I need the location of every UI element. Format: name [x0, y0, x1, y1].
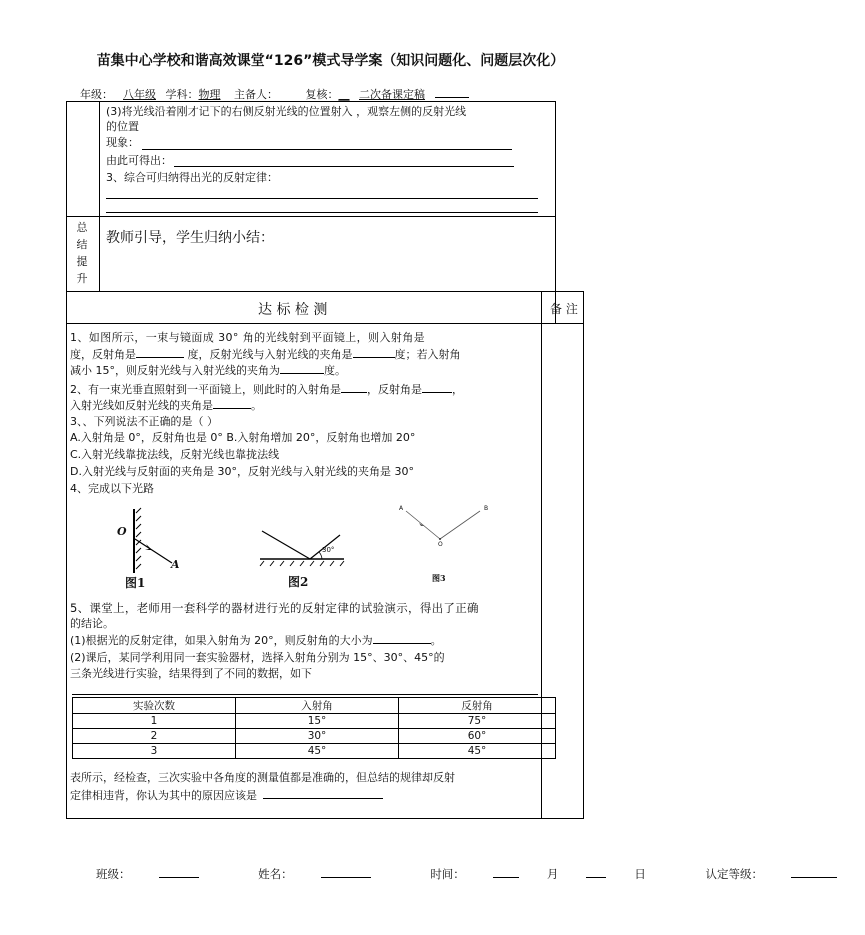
meta-row: [80, 86, 479, 102]
assessment-title: 达 标 检 测: [258, 302, 328, 318]
second-prep: 二次备课定稿: [359, 88, 425, 101]
subject-value: 物理: [198, 88, 221, 101]
table-cell: 1: [73, 714, 236, 729]
q5-line2: 的结论。: [70, 617, 114, 630]
footer-name: 姓名：: [258, 866, 399, 882]
results-table: [72, 697, 556, 759]
table-row: [73, 729, 556, 744]
q1-line1: 1、如图所示，一束与镜面成 30° 角的光线射到平面镜上，则入射角是: [70, 331, 426, 344]
frame-top: [66, 101, 555, 102]
q5-part1: (1)根据光的反射定律，如果入射角为 20°，则反射角的大小为 。: [70, 634, 442, 647]
header-trial: 实验次数: [73, 698, 236, 714]
q1-line3: 减小 15°，则反射光线与入射光线的夹角为 度。: [70, 364, 346, 377]
item3-blank-1: [106, 198, 538, 199]
figure-1-caption: 图1: [125, 576, 146, 590]
table-cell: 3: [73, 744, 236, 759]
header-reflection: 反射角: [399, 698, 556, 714]
table-row: [73, 744, 556, 759]
footer-rating: 认定等级：: [705, 866, 865, 882]
frame-bottom: [66, 818, 584, 819]
q2-line1: 2、有一束光垂直照射到一平面镜上，则此时的入射角是 ，反射角是 ，: [70, 383, 463, 396]
q1-line2: 度，反射角是 度，反射光线与入射光线的夹角是 度；若入射角: [70, 348, 461, 361]
summary-side-2: 结: [76, 238, 88, 251]
table-cell: 45°: [236, 744, 399, 759]
summary-side-3: 提: [76, 255, 88, 268]
fig3-b-label: B: [484, 505, 489, 512]
table-cell: 75°: [399, 714, 556, 729]
fig3-o-label: O: [438, 541, 443, 548]
q3-option-ab: A.入射角是 0°，反射角也是 0° B.入射角增加 20°，反射角也增加 20°: [70, 431, 416, 444]
q3-option-c: C.入射光线靠拢法线，反射光线也靠拢法线: [70, 448, 280, 461]
q5-part2-line2: 三条光线进行实验，结果得到了不同的数据，如下: [70, 667, 312, 680]
review-value: __: [338, 88, 350, 101]
q2-line2: 入射光线如反射光线的夹角是 。: [70, 399, 262, 412]
summary-side-1: 总: [76, 221, 88, 234]
summary-text: 教师引导，学生归纳小结：: [106, 230, 274, 246]
frame-right-lower: [583, 291, 584, 818]
q3: 3、、下列说法不正确的是（ ）: [70, 415, 218, 428]
page-title: 苗集中心学校和谐高效课堂“126”模式导学案（知识问题化、问题层次化）: [96, 53, 565, 69]
footer: [96, 866, 865, 882]
fig3-a-label: A: [399, 505, 404, 512]
q5-rule: [72, 694, 538, 695]
notes-label: 备 注: [550, 302, 578, 316]
grade-label: 年级：: [80, 88, 113, 101]
phenomenon-blank: [142, 149, 512, 150]
fig1-a-label: A: [171, 558, 180, 571]
grade-value: 八年级: [123, 88, 156, 101]
item3: 3、综合可归纳得出光的反射定律：: [106, 171, 278, 184]
frame-right: [555, 101, 556, 323]
after-table-line1: 表所示，经检查，三次实验中各角度的测量值都是准确的，但总结的规律却反射: [70, 771, 455, 784]
conclusion-label: 由此可得出：: [106, 154, 172, 167]
footer-class: 班级：: [96, 866, 227, 882]
table-cell: 60°: [399, 729, 556, 744]
frame-left: [66, 101, 67, 818]
review-label: 复核：: [305, 88, 339, 101]
col-divider: [99, 101, 100, 291]
section-top-line2: 的位置: [106, 120, 139, 133]
q4: 4、完成以下光路: [70, 482, 154, 495]
row-divider-2: [66, 291, 584, 292]
table-cell: 2: [73, 729, 236, 744]
q5-line1: 5、课堂上，老师用一套科学的器材进行光的反射定律的试验演示，得出了正确: [70, 601, 479, 615]
fig2-angle-label: 30°: [322, 546, 335, 554]
table-cell: 45°: [399, 744, 556, 759]
q3-option-d: D.入射光线与反射面的夹角是 30°，反射光线与入射光线的夹角是 30°: [70, 465, 414, 478]
footer-time: 时间： 月 日: [430, 867, 646, 881]
figure-2: [252, 525, 352, 567]
table-cell: 15°: [236, 714, 399, 729]
summary-side-4: 升: [76, 272, 88, 285]
figure-3: [400, 505, 490, 549]
table-header-row: [73, 698, 556, 714]
figure-3-caption: 图3: [432, 573, 446, 583]
section-top-line1: (3)将光线沿着刚才记下的右侧反射光线的位置射入 ，观察左侧的反射光线: [106, 105, 467, 118]
row-divider-1: [66, 216, 555, 217]
q5-part2-line1: (2)课后，某同学利用同一套实验器材，选择入射角分别为 15°、30°、45°的: [70, 651, 445, 664]
fig1-o-label: O: [117, 525, 127, 538]
item3-blank-2: [106, 212, 538, 213]
subject-label: 学科：: [165, 88, 199, 101]
header-incidence: 入射角: [236, 698, 399, 714]
preparer-label: 主备人：: [234, 88, 278, 101]
figure-2-caption: 图2: [288, 575, 309, 589]
phenomenon-label: 现象：: [106, 136, 139, 149]
after-table-line2: 定律相违背，你认为其中的原因应该是: [70, 788, 383, 803]
conclusion-blank: [174, 166, 514, 167]
table-cell: 30°: [236, 729, 399, 744]
row-divider-3: [66, 323, 584, 324]
table-row: [73, 714, 556, 729]
